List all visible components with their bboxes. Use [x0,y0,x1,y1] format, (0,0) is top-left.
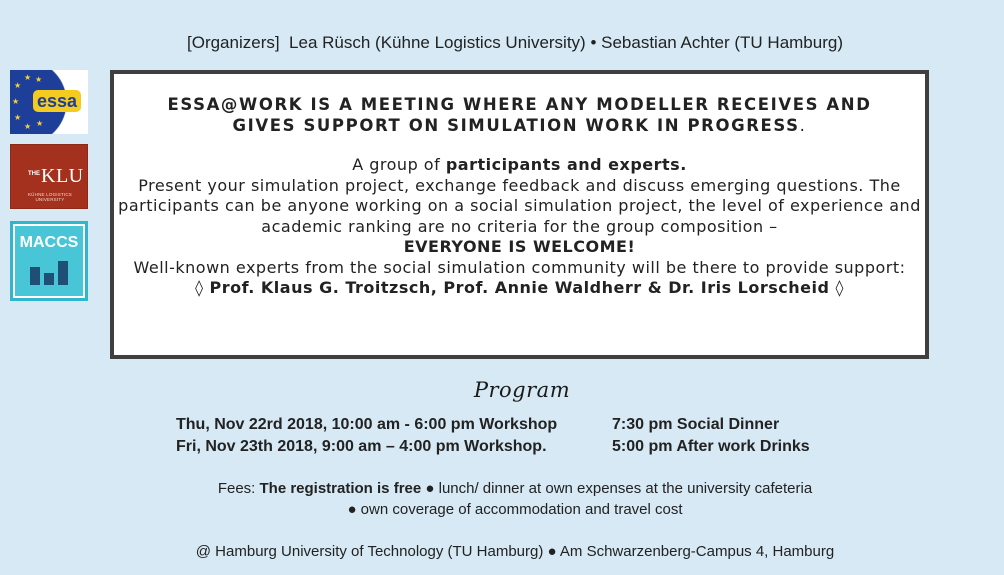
star-icon: ★ [24,73,32,82]
star-icon: ★ [14,81,22,90]
star-icon: ★ [14,113,22,122]
star-icon: ★ [36,119,44,128]
welcome-text: EVERYONE IS WELCOME! [403,237,636,256]
schedule-day-1: Thu, Nov 22rd 2018, 10:00 am - 6:00 pm Workshop [176,416,558,433]
klu-logo-text: KLU [41,165,84,187]
bar-chart-icon [58,261,68,285]
essa-logo-text: essa [33,90,81,112]
fees-rest: ● lunch/ dinner at own expenses at the university cafeteria [421,480,813,497]
fees-bold: The registration is free [259,480,422,497]
maccs-logo [10,221,88,301]
headline-line-2-text: GIVES SUPPORT ON SIMULATION WORK IN PROGRESS [232,116,800,135]
fees-line-2: ● own coverage of accommodation and travel cost [347,501,683,518]
fees-label: Fees: [217,480,260,497]
star-icon: ★ [35,75,43,84]
headline-period: . [799,116,807,135]
bar-chart-icon [30,267,40,285]
experts-text: Well-known experts from the social simulation community will be there to provide support: [133,257,906,277]
bar-chart-icon [44,273,54,285]
star-icon: ★ [12,97,20,106]
schedule-day-2: Fri, Nov 23th 2018, 9:00 am – 4:00 pm Workshop. [176,438,547,455]
description-text: Present your simulation project, exchange feedback and discuss emerging questions. The participants can be anyone working on a social simulation project, the level of experience and academic ranking are no criteria for the group composition – [118,175,921,236]
schedule-day-1-evening: 7:30 pm Social Dinner [612,416,780,433]
group-bold: participants and experts. [445,155,687,174]
group-line [114,155,925,176]
headline-line-1: ESSA@WORK IS A MEETING WHERE ANY MODELLER RECEIVES AND [167,95,872,114]
group-prefix: A group of [352,155,446,174]
klu-logo-the: THE [28,171,40,177]
description [114,155,925,299]
headline-line-2 [114,115,925,136]
location: @ Hamburg University of Technology (TU Hamburg) ● Am Schwarzenberg-Campus 4, Hamburg [195,543,835,560]
schedule-day-2-evening: 5:00 pm After work Drinks [612,438,810,455]
headline [114,94,925,136]
info-box [110,70,929,359]
organizers-line: [Organizers] Lea Rüsch (Kühne Logistics University) • Sebastian Achter (TU Hamburg) [187,33,843,52]
klu-logo [10,144,88,209]
star-icon: ★ [24,122,32,131]
klu-logo-subtitle: KÜHNE LOGISTICS UNIVERSITY [27,192,72,202]
essa-logo [10,70,88,134]
expert-names: ◊ Prof. Klaus G. Troitzsch, Prof. Annie Waldherr & Dr. Iris Lorscheid ◊ [195,278,844,297]
fees-line-1 [0,480,1004,497]
maccs-logo-text: MACCS [19,234,79,251]
program-title: Program [473,378,571,402]
